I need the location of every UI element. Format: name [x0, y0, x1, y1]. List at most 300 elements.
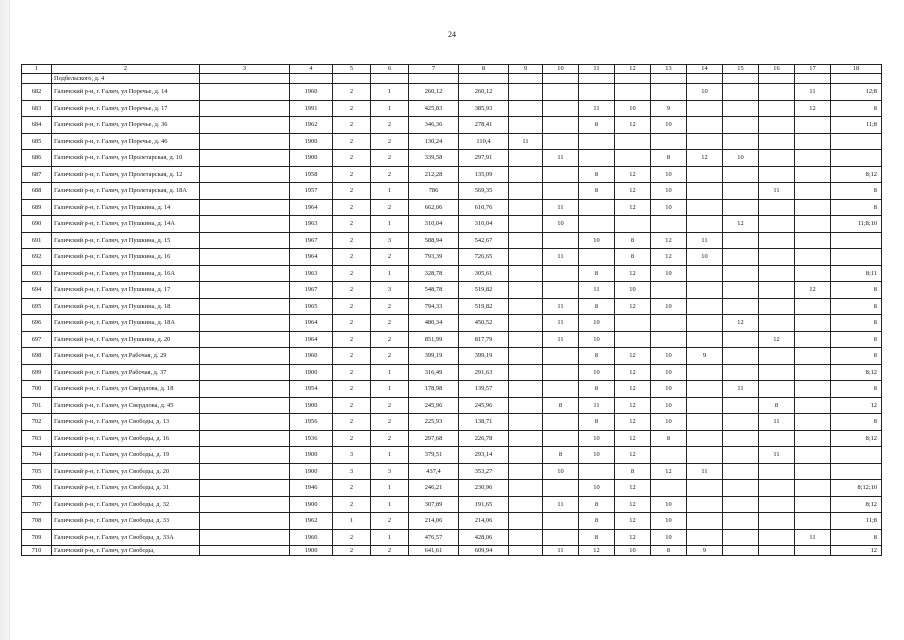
table-cell-col-18: [831, 463, 882, 480]
column-number-header: 9: [509, 65, 543, 74]
table-cell-col-9: [509, 447, 543, 464]
table-header-row: [22, 65, 882, 74]
table-row: [22, 150, 882, 167]
table-cell-col-8: 610,76: [459, 199, 509, 216]
table-cell-col-3: [200, 84, 290, 101]
table-cell-col-6: 2: [371, 546, 409, 556]
table-cell-col-3: [200, 463, 290, 480]
table-cell-col-2: Галичский р-н, г. Галич, ул Пушкина, д. 20: [52, 331, 200, 348]
table-cell-col-3: [200, 331, 290, 348]
table-cell-col-4: 1900: [290, 447, 333, 464]
table-cell-col-5: 2: [333, 331, 371, 348]
table-cell-col-5: 2: [333, 117, 371, 134]
table-cell-col-12: 10: [615, 546, 651, 556]
table-cell-col-4: 1956: [290, 414, 333, 431]
table-cell-col-9: [509, 183, 543, 200]
table-cell-col-11: 11: [579, 282, 615, 299]
table-cell-col-13: 8: [651, 150, 687, 167]
table-cell-col-16: [759, 166, 795, 183]
table-cell-col-4: 1900: [290, 496, 333, 513]
table-cell-col-9: [509, 298, 543, 315]
table-cell-col-8: 817,79: [459, 331, 509, 348]
table-cell-col-6: 1: [371, 84, 409, 101]
table-cell-col-15: [723, 447, 759, 464]
table-cell-col-17: [795, 480, 831, 497]
table-cell-col-5: 2: [333, 298, 371, 315]
table-cell-col-3: [200, 480, 290, 497]
table-cell-col-4: 1900: [290, 546, 333, 556]
table-cell-col-7: 130,24: [409, 133, 459, 150]
table-cell-col-1: 686: [22, 150, 52, 167]
table-cell-col-9: [509, 546, 543, 556]
table-cell-col-1: 704: [22, 447, 52, 464]
table-cell-col-14: [687, 414, 723, 431]
table-cell-col-6: 2: [371, 348, 409, 365]
table-cell-col-11: 8: [579, 381, 615, 398]
table-cell-col-11: 8: [579, 166, 615, 183]
table-row: [22, 381, 882, 398]
table-cell-col-1: 709: [22, 529, 52, 546]
table-cell-col-17: [795, 397, 831, 414]
table-cell-col-17: [795, 331, 831, 348]
table-cell-col-4: 1960: [290, 84, 333, 101]
table-cell-col-14: [687, 117, 723, 134]
table-cell-col-17: [795, 348, 831, 365]
table-cell-col-9: [509, 74, 543, 84]
table-cell-col-18: 8: [831, 183, 882, 200]
table-cell-col-5: 1: [333, 513, 371, 530]
table-cell-col-13: 10: [651, 364, 687, 381]
table-cell-col-17: [795, 232, 831, 249]
table-cell-col-15: [723, 232, 759, 249]
table-cell-col-4: 1957: [290, 183, 333, 200]
table-cell-col-18: 12: [831, 546, 882, 556]
table-cell-col-16: 11: [759, 414, 795, 431]
table-cell-col-11: [579, 150, 615, 167]
table-cell-col-18: 11;8: [831, 513, 882, 530]
table-cell-col-11: [579, 463, 615, 480]
table-cell-col-7: 480,34: [409, 315, 459, 332]
table-cell-col-5: 2: [333, 282, 371, 299]
table-cell-col-7: 793,39: [409, 249, 459, 266]
table-cell-col-8: 385,93: [459, 100, 509, 117]
table-cell-col-15: [723, 480, 759, 497]
table-cell-col-8: 278,41: [459, 117, 509, 134]
table-cell-col-6: 1: [371, 529, 409, 546]
table-cell-col-17: [795, 199, 831, 216]
table-cell-col-12: 12: [615, 397, 651, 414]
table-cell-col-8: 726,65: [459, 249, 509, 266]
table-cell-col-10: [543, 381, 579, 398]
table-cell-col-16: [759, 546, 795, 556]
table-row: [22, 546, 882, 556]
table-cell-col-1: [22, 74, 52, 84]
table-row: [22, 364, 882, 381]
table-cell-col-7: 425,83: [409, 100, 459, 117]
table-cell-col-18: [831, 232, 882, 249]
table-cell-col-12: 12: [615, 513, 651, 530]
table-cell-col-4: 1964: [290, 315, 333, 332]
table-cell-col-12: [615, 315, 651, 332]
table-cell-col-4: 1946: [290, 480, 333, 497]
table-cell-col-17: [795, 183, 831, 200]
table-cell-col-10: [543, 232, 579, 249]
table-cell-col-16: [759, 513, 795, 530]
table-cell-col-14: [687, 529, 723, 546]
table-cell-col-15: 12: [723, 216, 759, 233]
table-cell-col-6: 2: [371, 430, 409, 447]
table-cell-col-7: 245,96: [409, 397, 459, 414]
table-cell-col-10: 11: [543, 496, 579, 513]
table-cell-col-10: 8: [543, 397, 579, 414]
table-cell-col-17: [795, 430, 831, 447]
table-cell-col-12: 12: [615, 117, 651, 134]
table-cell-col-17: [795, 463, 831, 480]
table-cell-col-1: 706: [22, 480, 52, 497]
table-cell-col-7: 662,06: [409, 199, 459, 216]
table-cell-col-7: 548,78: [409, 282, 459, 299]
table-cell-col-7: 212,28: [409, 166, 459, 183]
table-cell-col-16: [759, 529, 795, 546]
table-cell-col-3: [200, 216, 290, 233]
table-cell-col-4: [290, 74, 333, 84]
table-cell-col-18: 8;12: [831, 166, 882, 183]
table-cell-col-13: 10: [651, 529, 687, 546]
table-cell-col-1: 682: [22, 84, 52, 101]
table-row: [22, 282, 882, 299]
table-cell-col-13: 12: [651, 249, 687, 266]
table-cell-col-14: [687, 397, 723, 414]
table-cell-col-4: 1963: [290, 216, 333, 233]
table-cell-col-16: [759, 430, 795, 447]
table-cell-col-12: 10: [615, 100, 651, 117]
table-cell-col-11: [579, 74, 615, 84]
table-cell-col-2: Галичский р-н, г. Галич, ул Свободы,: [52, 546, 200, 556]
table-cell-col-5: [333, 74, 371, 84]
table-cell-col-15: [723, 183, 759, 200]
table-cell-col-4: 1991: [290, 100, 333, 117]
table-cell-col-5: 2: [333, 232, 371, 249]
table-row: [22, 166, 882, 183]
table-cell-col-16: [759, 463, 795, 480]
table-cell-col-10: 8: [543, 447, 579, 464]
table-cell-col-12: 12: [615, 529, 651, 546]
table-cell-col-17: [795, 381, 831, 398]
table-cell-col-9: [509, 529, 543, 546]
table-cell-col-7: 379,51: [409, 447, 459, 464]
table-cell-col-3: [200, 232, 290, 249]
table-cell-col-5: 2: [333, 364, 371, 381]
table-cell-col-13: 10: [651, 513, 687, 530]
table-cell-col-2: Галичский р-н, г. Галич, ул Рабочая, д. 37: [52, 364, 200, 381]
table-cell-col-7: 339,58: [409, 150, 459, 167]
table-cell-col-6: 3: [371, 282, 409, 299]
table-cell-col-8: 245,96: [459, 397, 509, 414]
table-cell-col-6: [371, 74, 409, 84]
address-continuation: Подбельского, д. 4: [52, 74, 200, 84]
table-cell-col-2: Галичский р-н, г. Галич, ул Свободы, д. 31: [52, 480, 200, 497]
table-cell-col-3: [200, 348, 290, 365]
table-cell-col-3: [200, 546, 290, 556]
table-cell-col-3: [200, 513, 290, 530]
table-cell-col-1: 697: [22, 331, 52, 348]
table-row: [22, 298, 882, 315]
table-cell-col-1: 689: [22, 199, 52, 216]
table-cell-col-2: Галичский р-н, г. Галич, ул Пушкина, д. 16: [52, 249, 200, 266]
table-cell-col-2: Галичский р-н, г. Галич, ул Пушкина, д. 18А: [52, 315, 200, 332]
table-cell-col-18: [831, 249, 882, 266]
table-cell-col-10: 11: [543, 546, 579, 556]
table-cell-col-6: 3: [371, 232, 409, 249]
table-continuation-row: [22, 74, 882, 84]
table-cell-col-4: 1965: [290, 298, 333, 315]
table-cell-col-8: 310,04: [459, 216, 509, 233]
table-cell-col-10: 11: [543, 331, 579, 348]
table-cell-col-8: 519,82: [459, 298, 509, 315]
table-cell-col-2: Галичский р-н, г. Галич, ул Поречье, д. 46: [52, 133, 200, 150]
table-cell-col-11: [579, 199, 615, 216]
table-cell-col-11: [579, 216, 615, 233]
table-cell-col-4: 1960: [290, 529, 333, 546]
table-cell-col-4: 1962: [290, 117, 333, 134]
table-cell-col-2: Галичский р-н, г. Галич, ул Свободы, д. 20: [52, 463, 200, 480]
table-cell-col-3: [200, 282, 290, 299]
table-cell-col-3: [200, 529, 290, 546]
table-cell-col-7: 399,19: [409, 348, 459, 365]
table-cell-col-8: 609,94: [459, 546, 509, 556]
table-cell-col-5: 2: [333, 183, 371, 200]
table-cell-col-5: 2: [333, 216, 371, 233]
table-cell-col-9: [509, 397, 543, 414]
table-cell-col-13: [651, 480, 687, 497]
table-cell-col-18: 11;8: [831, 117, 882, 134]
table-cell-col-3: [200, 133, 290, 150]
column-number-header: 16: [759, 65, 795, 74]
table-cell-col-8: [459, 74, 509, 84]
table-cell-col-15: 10: [723, 150, 759, 167]
table-cell-col-10: 11: [543, 315, 579, 332]
table-cell-col-15: [723, 463, 759, 480]
table-cell-col-1: 685: [22, 133, 52, 150]
table-cell-col-7: 307,89: [409, 496, 459, 513]
table-row: [22, 496, 882, 513]
table-cell-col-17: [795, 414, 831, 431]
table-cell-col-8: 399,19: [459, 348, 509, 365]
table-cell-col-1: 684: [22, 117, 52, 134]
table-cell-col-4: 1936: [290, 430, 333, 447]
table-cell-col-1: 708: [22, 513, 52, 530]
table-cell-col-18: 12;8: [831, 84, 882, 101]
table-row: [22, 216, 882, 233]
table-cell-col-14: [687, 133, 723, 150]
table-cell-col-18: 8;12: [831, 496, 882, 513]
table-cell-col-1: 710: [22, 546, 52, 556]
table-cell-col-15: [723, 364, 759, 381]
table-cell-col-13: [651, 74, 687, 84]
table-cell-col-2: Галичский р-н, г. Галич, ул Пушкина, д. 15: [52, 232, 200, 249]
table-cell-col-4: 1900: [290, 150, 333, 167]
table-cell-col-9: [509, 265, 543, 282]
table-cell-col-11: 10: [579, 480, 615, 497]
table-cell-col-16: [759, 315, 795, 332]
table-cell-col-7: 214,06: [409, 513, 459, 530]
column-number-header: 4: [290, 65, 333, 74]
table-row: [22, 414, 882, 431]
table-cell-col-18: 12: [831, 397, 882, 414]
table-cell-col-2: Галичский р-н, г. Галич, ул Пушкина, д. 16А: [52, 265, 200, 282]
table-cell-col-17: 12: [795, 282, 831, 299]
table-row: [22, 529, 882, 546]
table-cell-col-12: 12: [615, 430, 651, 447]
table-cell-col-11: 8: [579, 513, 615, 530]
table-cell-col-10: [543, 100, 579, 117]
table-cell-col-6: 2: [371, 315, 409, 332]
table-cell-col-2: Галичский р-н, г. Галич, ул Пролетарская, д. 18А: [52, 183, 200, 200]
table-cell-col-1: 696: [22, 315, 52, 332]
table-cell-col-17: [795, 364, 831, 381]
table-cell-col-9: [509, 166, 543, 183]
table-cell-col-15: [723, 249, 759, 266]
table-cell-col-6: 2: [371, 166, 409, 183]
table-cell-col-2: Галичский р-н, г. Галич, ул Поречье, д. 14: [52, 84, 200, 101]
table-cell-col-3: [200, 298, 290, 315]
table-cell-col-5: 2: [333, 199, 371, 216]
table-cell-col-9: [509, 216, 543, 233]
table-cell-col-1: 702: [22, 414, 52, 431]
table-cell-col-4: 1958: [290, 166, 333, 183]
table-cell-col-13: 8: [651, 546, 687, 556]
table-cell-col-9: [509, 513, 543, 530]
table-cell-col-6: 2: [371, 397, 409, 414]
table-cell-col-7: 437,4: [409, 463, 459, 480]
table-cell-col-14: 9: [687, 546, 723, 556]
table-cell-col-15: [723, 513, 759, 530]
table-cell-col-18: 8: [831, 414, 882, 431]
column-number-header: 18: [831, 65, 882, 74]
table-row: [22, 315, 882, 332]
table-cell-col-4: 1962: [290, 513, 333, 530]
table-cell-col-2: Галичский р-н, г. Галич, ул Поречье, д. 17: [52, 100, 200, 117]
table-row: [22, 397, 882, 414]
table-cell-col-15: [723, 496, 759, 513]
table-cell-col-14: [687, 315, 723, 332]
table-cell-col-10: [543, 414, 579, 431]
table-cell-col-10: [543, 282, 579, 299]
table-cell-col-16: [759, 150, 795, 167]
table-cell-col-15: [723, 282, 759, 299]
table-cell-col-17: [795, 249, 831, 266]
table-cell-col-17: [795, 513, 831, 530]
table-cell-col-2: Галичский р-н, г. Галич, ул Свердлова, д. 18: [52, 381, 200, 398]
table-row: [22, 100, 882, 117]
table-cell-col-16: [759, 232, 795, 249]
table-cell-col-17: [795, 447, 831, 464]
table-cell-col-11: 10: [579, 315, 615, 332]
table-cell-col-8: 138,71: [459, 414, 509, 431]
table-cell-col-9: 11: [509, 133, 543, 150]
table-cell-col-7: 346,36: [409, 117, 459, 134]
table-cell-col-15: [723, 199, 759, 216]
table-cell-col-15: 11: [723, 381, 759, 398]
table-cell-col-18: 8;12;10: [831, 480, 882, 497]
table-cell-col-11: [579, 84, 615, 101]
table-cell-col-3: [200, 150, 290, 167]
table-cell-col-11: 8: [579, 265, 615, 282]
table-cell-col-14: [687, 331, 723, 348]
table-cell-col-11: 10: [579, 430, 615, 447]
column-number-header: 11: [579, 65, 615, 74]
table-cell-col-11: 11: [579, 100, 615, 117]
table-cell-col-6: 2: [371, 249, 409, 266]
table-cell-col-13: 12: [651, 463, 687, 480]
table-cell-col-3: [200, 117, 290, 134]
table-cell-col-4: 1963: [290, 265, 333, 282]
table-cell-col-8: 450,52: [459, 315, 509, 332]
table-cell-col-10: [543, 364, 579, 381]
table-cell-col-18: 8: [831, 331, 882, 348]
table-cell-col-11: 10: [579, 447, 615, 464]
table-cell-col-6: 2: [371, 133, 409, 150]
table-cell-col-7: 260,12: [409, 84, 459, 101]
table-cell-col-18: 8;12: [831, 430, 882, 447]
table-cell-col-6: 2: [371, 117, 409, 134]
column-number-header: 15: [723, 65, 759, 74]
table-cell-col-9: [509, 282, 543, 299]
table-cell-col-17: 12: [795, 100, 831, 117]
table-cell-col-1: 693: [22, 265, 52, 282]
table-cell-col-1: 699: [22, 364, 52, 381]
table-cell-col-13: [651, 315, 687, 332]
table-cell-col-6: 2: [371, 199, 409, 216]
table-cell-col-8: 214,06: [459, 513, 509, 530]
table-row: [22, 117, 882, 134]
table-cell-col-8: 139,57: [459, 381, 509, 398]
table-cell-col-17: [795, 496, 831, 513]
table-cell-col-11: 8: [579, 117, 615, 134]
table-row: [22, 447, 882, 464]
table-cell-col-12: [615, 216, 651, 233]
table-row: [22, 249, 882, 266]
table-cell-col-1: 683: [22, 100, 52, 117]
table-cell-col-14: [687, 100, 723, 117]
table-cell-col-18: 11;8;10: [831, 216, 882, 233]
table-cell-col-18: [831, 150, 882, 167]
table-cell-col-2: Галичский р-н, г. Галич, ул Свободы, д. 33А: [52, 529, 200, 546]
table-cell-col-9: [509, 463, 543, 480]
table-cell-col-14: [687, 199, 723, 216]
table-cell-col-5: 2: [333, 166, 371, 183]
table-cell-col-18: 8: [831, 529, 882, 546]
table-cell-col-7: 641,61: [409, 546, 459, 556]
table-cell-col-9: [509, 331, 543, 348]
table-cell-col-5: 2: [333, 381, 371, 398]
table-cell-col-14: [687, 480, 723, 497]
table-cell-col-8: 569,35: [459, 183, 509, 200]
table-cell-col-12: 12: [615, 298, 651, 315]
table-cell-col-10: [543, 480, 579, 497]
table-cell-col-12: 12: [615, 447, 651, 464]
table-cell-col-9: [509, 430, 543, 447]
table-cell-col-17: 11: [795, 529, 831, 546]
table-cell-col-2: Галичский р-н, г. Галич, ул Свободы, д. 13: [52, 414, 200, 431]
table-cell-col-3: [200, 447, 290, 464]
table-cell-col-3: [200, 183, 290, 200]
table-cell-col-9: [509, 84, 543, 101]
table-cell-col-6: 2: [371, 150, 409, 167]
table-cell-col-13: [651, 133, 687, 150]
table-cell-col-1: 694: [22, 282, 52, 299]
table-row: [22, 265, 882, 282]
